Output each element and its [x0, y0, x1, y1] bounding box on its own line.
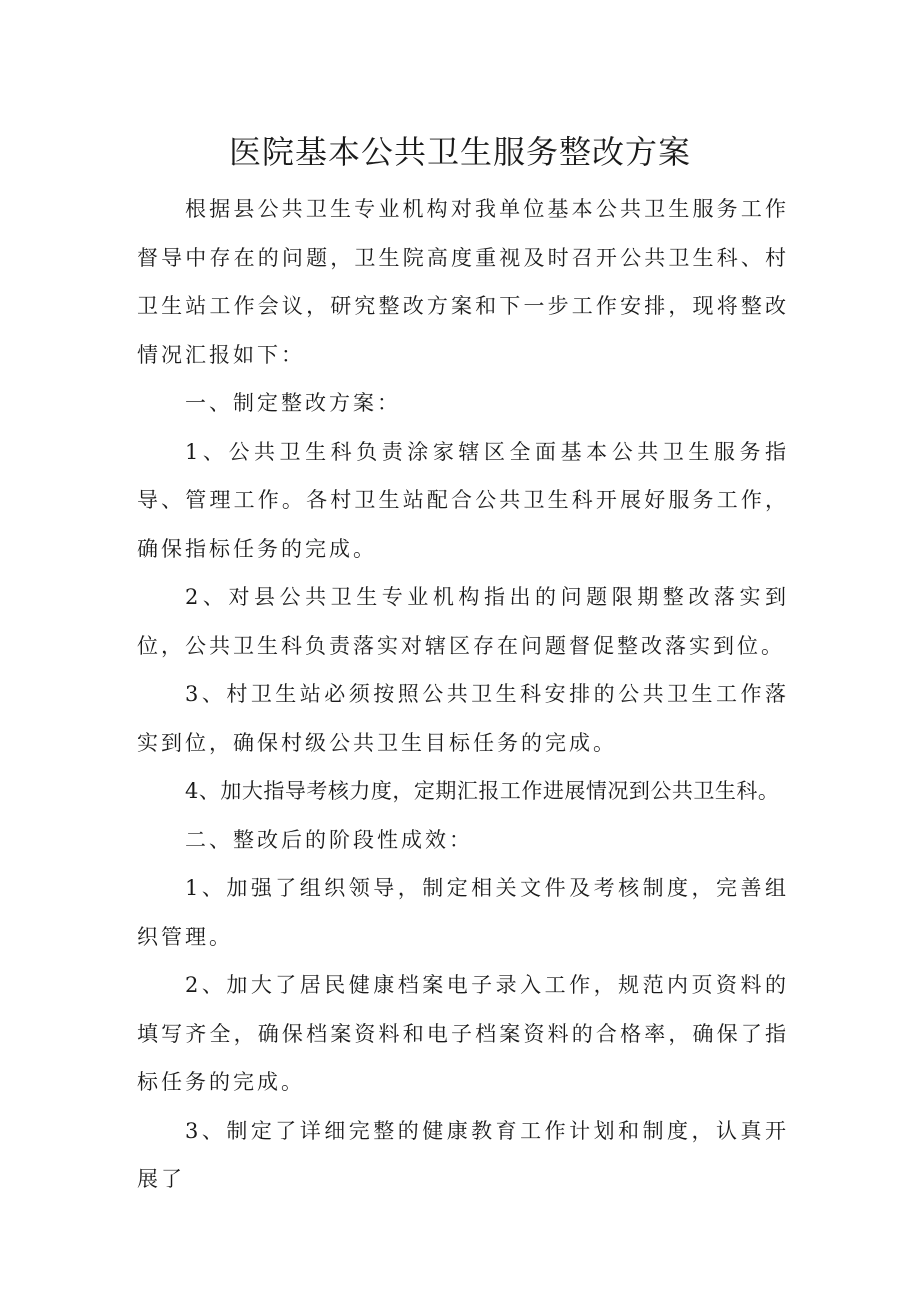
document-title: 医院基本公共卫生服务整改方案	[228, 133, 691, 171]
list-item: 3、村卫生站必须按照公共卫生科安排的公共卫生工作落实到位，确保村级公共卫生目标任务的完成。	[137, 682, 789, 755]
list-item: 1、加强了组织领导，制定相关文件及考核制度，完善组织管理。	[137, 876, 789, 949]
section-heading-1: 一、制定整改方案：	[185, 391, 401, 415]
list-item: 2、对县公共卫生专业机构指出的问题限期整改落实到位，公共卫生科负责落实对辖区存在问题督促整改落实到位。	[137, 585, 789, 658]
list-item: 2、加大了居民健康档案电子录入工作，规范内页资料的填写齐全，确保档案资料和电子档案资料的合格率，确保了指标任务的完成。	[137, 973, 789, 1094]
list-item: 4、加大指导考核力度，定期汇报工作进展情况到公共卫生科。	[185, 779, 780, 803]
paragraph-intro: 根据县公共卫生专业机构对我单位基本公共卫生服务工作督导中存在的问题，卫生院高度重视及时召开公共卫生科、村卫生站工作会议，研究整改方案和下一步工作安排，现将整改情况汇报如下：	[137, 197, 789, 367]
list-item: 1、公共卫生科负责涂家辖区全面基本公共卫生服务指导、管理工作。各村卫生站配合公共卫生科开展好服务工作，确保指标任务的完成。	[137, 439, 789, 561]
list-item: 3、制定了详细完整的健康教育工作计划和制度，认真开展了	[137, 1118, 789, 1191]
document-body	[137, 185, 789, 1204]
section-heading-2: 二、整改后的阶段性成效：	[185, 827, 473, 852]
